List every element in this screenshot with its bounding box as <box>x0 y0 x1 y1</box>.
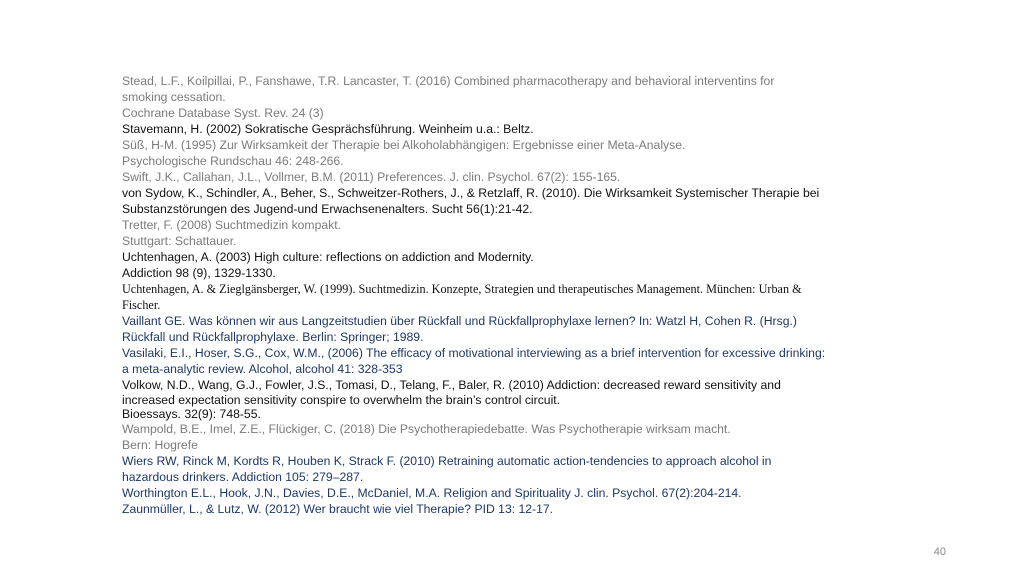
reference-line: Substanzstörungen des Jugend-und Erwachsenenalters. Sucht 56(1):21-42. <box>122 202 533 216</box>
reference-line: Addiction 98 (9), 1329-1330. <box>122 266 276 280</box>
reference-line: Uchtenhagen, A. & Zieglgänsberger, W. (1999). Suchtmedizin. Konzepte, Strategien und therapeutisches Management. München: Urban & <box>122 282 802 296</box>
reference-line: smoking cessation. <box>122 90 226 104</box>
reference-line: Vaillant GE. Was können wir aus Langzeitstudien über Rückfall und Rückfallprophylaxe lernen? In: Watzl H, Cohen R. (Hrsg.) <box>122 314 797 328</box>
reference-line: Tretter, F. (2008) Suchtmedizin kompakt. <box>122 218 342 232</box>
reference-line: a meta-analytic review. Alcohol, alcohol 41: 328-353 <box>122 362 403 376</box>
page-number: 40 <box>933 546 946 558</box>
reference-line: Cochrane Database Syst. Rev. 24 (3) <box>122 106 324 120</box>
reference-line: Volkow, N.D., Wang, G.J., Fowler, J.S., Tomasi, D., Telang, F., Baler, R. (2010) Addiction: decreased reward sensitivity and <box>122 378 781 392</box>
reference-line: von Sydow, K., Schindler, A., Beher, S., Schweitzer-Rothers, J., & Retzlaff, R. (2010). Die Wirksamkeit Systemischer Therapie bei <box>122 186 820 200</box>
reference-line: Bern: Hogrefe <box>122 438 198 452</box>
reference-line: Stead, L.F., Koilpillai, P., Fanshawe, T.R. Lancaster, T. (2016) Combined pharmacotherapy and behavioral interventins for <box>122 74 775 88</box>
reference-list <box>122 73 826 517</box>
reference-line: Zaunmüller, L., & Lutz, W. (2012) Wer braucht wie viel Therapie? PID 13: 12-17. <box>122 502 554 516</box>
reference-line: Worthington E.L., Hook, J.N., Davies, D.E., McDaniel, M.A. Religion and Spirituality J. clin. Psychol. 67(2):204-214. <box>122 486 742 500</box>
reference-line: Wampold, B.E., Imel, Z.E., Flückiger, C. (2018) Die Psychotherapiedebatte. Was Psychotherapie wirksam macht. <box>122 422 731 436</box>
reference-line: Psychologische Rundschau 46: 248-266. <box>122 154 344 168</box>
reference-line: Rückfall und Rückfallprophylaxe. Berlin: Springer; 1989. <box>122 330 424 344</box>
reference-line: Stuttgart: Schattauer. <box>122 234 237 248</box>
reference-line: increased expectation sensitivity conspire to overwhelm the brain’s control circuit. <box>122 393 561 407</box>
reference-line: Bioessays. 32(9): 748-55. <box>122 407 261 421</box>
reference-line: Vasilaki, E.I., Hoser, S.G., Cox, W.M., (2006) The efficacy of motivational interviewing as a brief intervention for excessive drinking: <box>122 346 826 360</box>
reference-line: hazardous drinkers. Addiction 105: 279–287. <box>122 470 364 484</box>
reference-line: Stavemann, H. (2002) Sokratische Gesprächsführung. Weinheim u.a.: Beltz. <box>122 122 534 136</box>
reference-line: Fischer. <box>122 298 161 312</box>
reference-line: Süß, H-M. (1995) Zur Wirksamkeit der Therapie bei Alkoholabhängigen: Ergebnisse einer Meta-Analyse. <box>122 138 686 152</box>
reference-line: Wiers RW, Rinck M, Kordts R, Houben K, Strack F. (2010) Retraining automatic action-tendencies to approach alcohol in <box>122 454 772 468</box>
reference-line: Swift, J.K., Callahan, J.L., Vollmer, B.M. (2011) Preferences. J. clin. Psychol. 67(2): 155-165. <box>122 170 621 184</box>
reference-line: Uchtenhagen, A. (2003) High culture: reflections on addiction and Modernity. <box>122 250 534 264</box>
